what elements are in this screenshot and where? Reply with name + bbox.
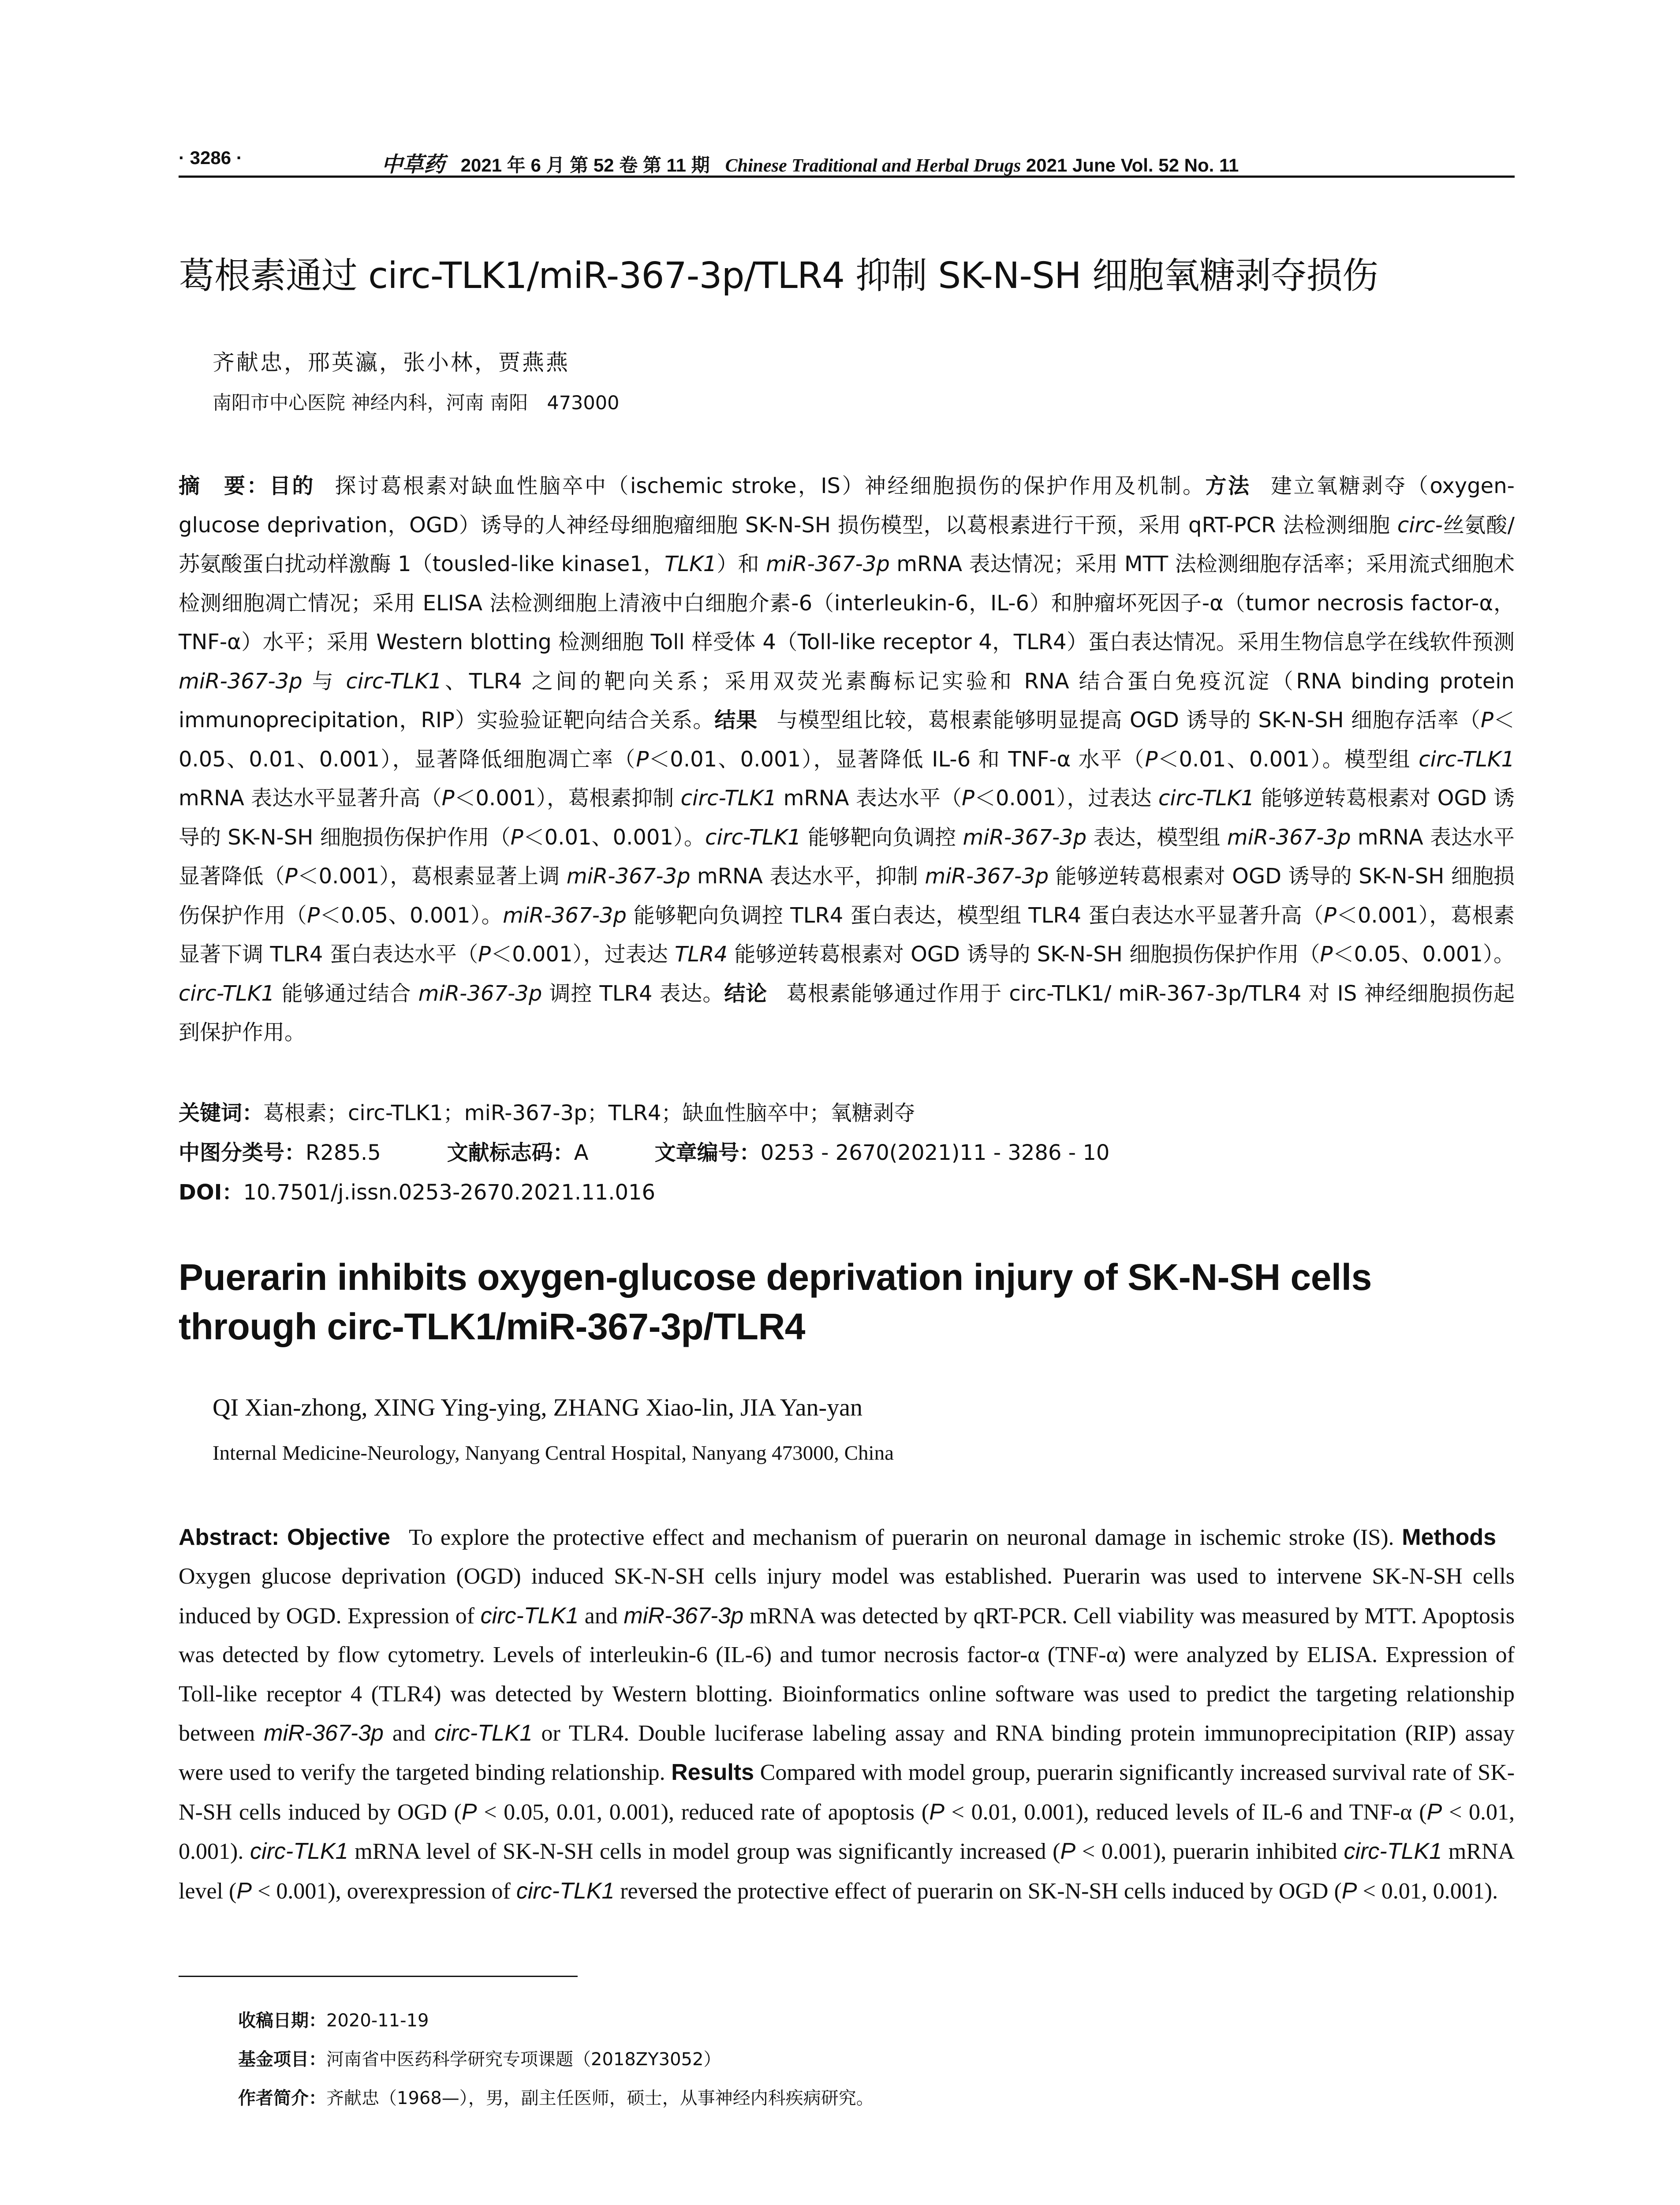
results-text-cn: 能够逆转葛根素对 OGD 诱导的 SK-N-SH 细胞损伤保护作用（ xyxy=(179,864,1515,928)
results-text-cn: mRNA 表达水平，抑制 xyxy=(690,864,925,889)
objective-label-en: Objective xyxy=(287,1525,391,1550)
results-text-cn: 能够靶向负调控 TLR4 蛋白表达，模型组 TLR4 蛋白表达水平显著升高（ xyxy=(626,903,1324,928)
results-text-en: < 0.001), overexpression of xyxy=(252,1878,516,1904)
p-symbol: P xyxy=(441,786,455,811)
footnote-divider xyxy=(179,1976,578,1977)
gene-term: circ-TLK1 xyxy=(1344,1839,1442,1865)
author-bio-label: 作者简介： xyxy=(238,2088,326,2108)
running-header xyxy=(179,145,1515,178)
results-text-cn: mRNA 表达水平（ xyxy=(777,786,962,811)
authors-cn: 齐献忠，邢英瀛，张小林，贾燕燕 xyxy=(213,350,570,375)
abstract-en xyxy=(179,1518,1515,1911)
clc-value: R285.5 xyxy=(306,1140,381,1165)
methods-text-cn: mRNA 表达情况；采用 MTT 法检测细胞存活率；采用流式细胞术检测细胞凋亡情况；采用 ELISA 法检测细胞上清液中白细胞介素-6（interleukin-6，IL-6）和肿瘤坏死因子-α（tumor necrosis factor-α，TNF-α）水平；采用 Western blotting 检测细胞 Toll 样受体 4（Toll-like receptor 4，TLR4）蛋白表达情况。采用生物信息学在线软件预测 xyxy=(179,552,1515,654)
doi-label: DOI： xyxy=(179,1180,243,1205)
p-symbol: P xyxy=(1481,708,1493,733)
methods-label-en: Methods xyxy=(1402,1525,1497,1550)
gene-term: circ-TLK1 xyxy=(434,1720,533,1746)
p-symbol: P xyxy=(461,1799,477,1825)
results-text-cn: ＜0.01、0.001）。 xyxy=(523,825,706,850)
article-number-value: 0253 - 2670(2021)11 - 3286 - 10 xyxy=(760,1140,1110,1165)
gene-term: TLR4 xyxy=(675,942,728,967)
methods-text-en: or TLR4. Double luciferase labeling assay and RNA binding protein immunoprecipitation (RIP) assay were used to verify the targeted binding relationship. xyxy=(179,1721,1515,1786)
doi-value: 10.7501/j.issn.0253-2670.2021.11.016 xyxy=(243,1180,656,1205)
results-text-cn: ＜0.01、0.001），显著降低 IL-6 和 TNF-α 水平（ xyxy=(649,747,1145,772)
doc-code-value: A xyxy=(574,1140,589,1165)
article-title-cn: 葛根素通过 circ-TLK1/miR-367-3p/TLR4 抑制 SK-N-SH 细胞氧糖剥夺损伤 xyxy=(179,255,1378,297)
classification-cn xyxy=(179,1133,1515,1172)
author-bio-text: 齐献忠（1968—），男，副主任医师，硕士，从事神经内科疾病研究。 xyxy=(326,2088,874,2108)
gene-term: circ-TLK1 xyxy=(1419,747,1515,772)
keywords-text: 葛根素；circ-TLK1；miR-367-3p；TLR4；缺血性脑卒中；氧糖剥夺 xyxy=(263,1101,915,1125)
fund-label: 基金项目： xyxy=(238,2049,326,2070)
received-date: 2020-11-19 xyxy=(326,2011,429,2031)
results-text-cn: mRNA 表达水平显著降低（ xyxy=(179,825,1515,889)
conclusion-label-cn: 结论 xyxy=(724,981,768,1006)
results-text-cn: ＜0.001），过表达 xyxy=(974,786,1158,811)
results-text-en: mRNA level of SK-N-SH cells in model group was significantly increased ( xyxy=(348,1839,1060,1865)
results-label-cn: 结果 xyxy=(714,708,758,733)
gene-term: miR-367-3p xyxy=(179,669,302,694)
methods-text-cn: ）和 xyxy=(717,552,766,576)
p-symbol: P xyxy=(284,864,298,889)
gene-term: circ-TLK1 xyxy=(516,1878,615,1904)
results-text-cn: ＜0.001），葛根素显著上调 xyxy=(297,864,567,889)
p-symbol: P xyxy=(1341,1878,1357,1904)
results-text-en: < 0.01, 0.001). xyxy=(179,1799,1515,1865)
journal-name-en: Chinese Traditional and Herbal Drugs xyxy=(725,156,1021,176)
objective-label-cn: 目的 xyxy=(269,474,315,498)
doi-line xyxy=(179,1173,1515,1212)
p-symbol: P xyxy=(1426,1799,1442,1825)
affiliation-cn: 南阳市中心医院 神经内科，河南 南阳 473000 xyxy=(213,392,620,414)
footnote-received xyxy=(238,2007,429,2032)
gene-term: circ-TLK1 xyxy=(705,825,801,850)
abstract-label-en: Abstract: xyxy=(179,1525,280,1550)
results-text-cn: 能够靶向负调控 xyxy=(801,825,963,850)
p-symbol: P xyxy=(236,1878,252,1904)
methods-label-cn: 方法 xyxy=(1205,474,1251,498)
methods-text-en: Oxygen glucose deprivation (OGD) induced SK-N-SH cells injury model was established. Puerarin was used to intervene SK-N-SH cells induced by OGD. Expression of xyxy=(179,1564,1515,1629)
keywords-label: 关键词： xyxy=(179,1101,264,1125)
results-text-cn: 与模型组比较，葛根素能够明显提高 OGD 诱导的 SK-N-SH 细胞存活率（ xyxy=(776,708,1481,733)
p-symbol: P xyxy=(478,942,491,967)
abstract-cn xyxy=(179,467,1515,1052)
methods-text-en: and xyxy=(383,1721,434,1746)
results-text-cn: 能够通过结合 xyxy=(274,981,418,1006)
results-text-cn: 能够逆转葛根素对 OGD 诱导的 SK-N-SH 细胞损伤保护作用（ xyxy=(728,942,1320,967)
keywords-cn xyxy=(179,1094,1515,1132)
results-text-cn: ＜0.01、0.001）。模型组 xyxy=(1157,747,1419,772)
footnote-author xyxy=(238,2084,874,2109)
fund-text: 河南省中医药科学研究专项课题（2018ZY3052） xyxy=(326,2049,721,2070)
gene-term: miR-367-3p xyxy=(566,864,691,889)
p-symbol: P xyxy=(1145,747,1158,772)
results-text-en: < 0.001), puerarin inhibited xyxy=(1075,1839,1344,1865)
results-text-en: reversed the protective effect of puerarin on SK-N-SH cells induced by OGD ( xyxy=(614,1878,1342,1904)
affiliation-en: Internal Medicine-Neurology, Nanyang Central Hospital, Nanyang 473000, China xyxy=(213,1442,894,1465)
p-symbol: P xyxy=(1060,1839,1076,1865)
gene-term: circ-TLK1 xyxy=(1158,786,1254,811)
methods-text-cn: 、TLR4 之间的靶向关系；采用双荧光素酶标记实验和 RNA 结合蛋白免疫沉淀（RNA binding protein immunoprecipitation，RIP）实验验证靶向结合关系。 xyxy=(179,669,1515,733)
methods-text-en: mRNA was detected by qRT-PCR. Cell viability was measured by MTT. Apoptosis was detected by flow cytometry. Levels of interleukin-6 (IL-6) and tumor necrosis factor-α (TNF-α) were analyzed by ELISA. Expression of Toll-like receptor 4 (TLR4) was detected by Western blotting. Bioinformatics online software was used to predict the targeting relationship between xyxy=(179,1603,1515,1746)
gene-term: miR-367-3p xyxy=(264,1720,384,1746)
results-label-en: Results xyxy=(671,1760,754,1786)
clc-label: 中图分类号： xyxy=(179,1140,306,1165)
gene-term: circ-TLK1 xyxy=(250,1839,348,1865)
article-title-en: Puerarin inhibits oxygen-glucose deprivation injury of SK-N-SH cells through circ-TLK1/miR-367-3p/TLR4 xyxy=(179,1256,1372,1347)
results-text-cn: mRNA 表达水平显著升高（ xyxy=(179,786,442,811)
abstract-label-cn: 摘 要： xyxy=(179,474,269,498)
gene-term: miR-367-3p xyxy=(503,903,627,928)
methods-text-cn: 丝氨酸/苏氨酸蛋白扰动样激酶 1（tousled-like kinase1， xyxy=(179,512,1515,576)
results-text-cn: 能够逆转葛根素对 OGD 诱导的 SK-N-SH 细胞损伤保护作用（ xyxy=(179,786,1515,850)
objective-text-en: To explore the protective effect and mechanism of puerarin on neuronal damage in ischemic stroke (IS). xyxy=(409,1525,1394,1550)
methods-text-cn: 与 xyxy=(302,669,346,694)
received-label: 收稿日期： xyxy=(238,2011,326,2031)
results-text-cn: ＜0.05、0.001）。 xyxy=(320,903,503,928)
results-text-cn: ＜0.001），过表达 xyxy=(491,942,675,967)
results-text-cn: ＜0.05、0.001）。 xyxy=(1333,942,1515,967)
results-text-cn: ＜0.05、0.01、0.001），显著降低细胞凋亡率（ xyxy=(179,708,1515,772)
p-symbol: P xyxy=(1323,903,1337,928)
methods-text-en: and xyxy=(579,1603,624,1629)
gene-term: circ-TLK1 xyxy=(680,786,777,811)
article-number-label: 文章编号： xyxy=(654,1140,761,1165)
results-text-en: < 0.05, 0.01, 0.001), reduced rate of apoptosis ( xyxy=(477,1799,930,1825)
p-symbol: P xyxy=(636,747,649,772)
gene-term: circ-TLK1 xyxy=(179,981,275,1006)
issue-cn: 2021 年 6 月 第 52 卷 第 11 期 xyxy=(460,155,710,176)
gene-term: miR-367-3p xyxy=(1227,825,1351,850)
p-symbol: P xyxy=(307,903,320,928)
gene-term: circ- xyxy=(1397,512,1443,538)
results-text-en: < 0.01, 0.001), reduced levels of IL-6 and TNF-α ( xyxy=(944,1799,1427,1825)
p-symbol: P xyxy=(929,1799,945,1825)
page-number: · 3286 · xyxy=(179,147,243,168)
results-text-cn: 调控 TLR4 表达。 xyxy=(542,981,724,1006)
results-text-en: mRNA level ( xyxy=(179,1839,1515,1904)
gene-term: miR-367-3p xyxy=(925,864,1049,889)
p-symbol: P xyxy=(962,786,974,811)
footnote-fund xyxy=(238,2045,721,2070)
conclusion-text-cn: 葛根素能够通过作用于 circ-TLK1/ miR-367-3p/TLR4 对 IS 神经细胞损伤起到保护作用。 xyxy=(179,981,1515,1045)
results-text-cn: ＜0.001），葛根素抑制 xyxy=(454,786,681,811)
gene-term: circ-TLK1 xyxy=(480,1603,579,1629)
results-text-cn: ＜0.001），葛根素显著下调 TLR4 蛋白表达水平（ xyxy=(179,903,1515,967)
objective-text-cn: 探讨葛根素对缺血性脑卒中（ischemic stroke，IS）神经细胞损伤的保护作用及机制。 xyxy=(333,474,1206,498)
methods-text-cn: 建立氧糖剥夺（oxygen-glucose deprivation，OGD）诱导的人神经母细胞瘤细胞 SK-N-SH 损伤模型，以葛根素进行干预，采用 qRT-PCR 法检测细胞 xyxy=(179,474,1515,538)
p-symbol: P xyxy=(1320,942,1333,967)
results-text-en: Compared with model group, puerarin significantly increased survival rate of SK-N-SH cells induced by OGD ( xyxy=(179,1760,1515,1825)
journal-issue-line xyxy=(381,147,1239,178)
results-text-en: < 0.01, 0.001). xyxy=(1357,1878,1498,1904)
doc-code-label: 文献标志码： xyxy=(447,1140,574,1165)
p-symbol: P xyxy=(510,825,523,850)
journal-logo-cn: 中草药 xyxy=(381,152,445,177)
authors-en: QI Xian-zhong, XING Ying-ying, ZHANG Xiao-lin, JIA Yan-yan xyxy=(213,1394,862,1421)
gene-term: miR-367-3p xyxy=(963,825,1087,850)
gene-term: circ-TLK1 xyxy=(346,669,442,694)
results-text-cn: 表达，模型组 xyxy=(1086,825,1227,850)
issue-en: 2021 June Vol. 52 No. 11 xyxy=(1026,155,1239,176)
gene-term: miR-367-3p xyxy=(766,552,890,576)
gene-term: miR-367-3p xyxy=(623,1603,744,1629)
gene-term: miR-367-3p xyxy=(418,981,542,1006)
gene-term: TLK1 xyxy=(665,552,717,576)
